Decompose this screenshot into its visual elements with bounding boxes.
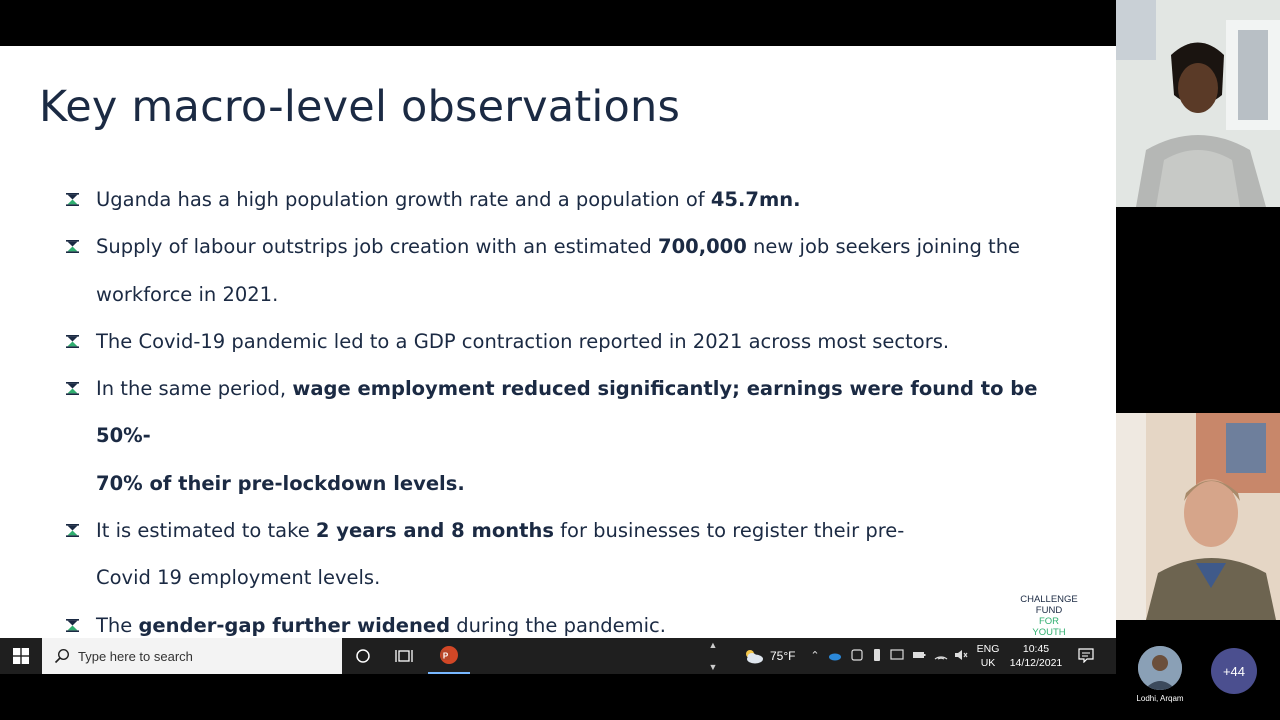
cortana-circle-icon <box>355 648 371 664</box>
monitor-icon[interactable] <box>890 648 904 662</box>
hourglass-bullet-icon <box>66 193 79 206</box>
usb-drive-icon[interactable] <box>870 648 884 662</box>
bullet-text-bold: 2 years and 8 months <box>315 519 554 543</box>
bullet-line <box>96 602 1064 638</box>
participant-video-1[interactable] <box>1116 0 1280 207</box>
bullet-item <box>64 365 1064 507</box>
search-icon <box>54 648 70 664</box>
clock-time: 10:45 <box>1022 643 1050 655</box>
more-participants-badge[interactable]: +44 <box>1211 648 1257 694</box>
bullet-text: In the same period, <box>96 377 293 401</box>
bullet-text-bold: 45.7mn. <box>710 188 801 211</box>
powerpoint-icon <box>439 645 459 665</box>
battery-icon[interactable] <box>912 648 926 662</box>
bullet-text: It is estimated to take <box>96 519 316 543</box>
bullet-text: Covid 19 employment levels. <box>96 566 381 590</box>
windows-taskbar <box>0 638 1116 674</box>
bullet-line <box>96 176 1064 223</box>
search-placeholder: Type here to search <box>78 648 193 664</box>
notifications-icon[interactable] <box>1078 647 1094 663</box>
logo-line: FOR <box>1038 616 1060 627</box>
bullet-line <box>96 554 1064 601</box>
svg-text:P: P <box>442 651 449 661</box>
taskbar-search-box[interactable] <box>42 638 342 674</box>
bullet-text: during the pandemic. <box>450 613 666 637</box>
logo-line: CHALLENGE <box>1020 594 1078 605</box>
bullet-line <box>96 223 1064 270</box>
bullet-item <box>64 507 1064 602</box>
participant-avatar-tile[interactable] <box>1128 646 1192 703</box>
language-code: ENG <box>976 643 1000 655</box>
input-language-indicator[interactable] <box>976 642 1000 670</box>
clock-date: 14/12/2021 <box>1009 657 1063 669</box>
taskbar-clock[interactable] <box>1004 642 1068 670</box>
meeting-bottom-bar <box>0 674 1116 720</box>
participant-video-frame <box>1116 413 1280 620</box>
speaker-muted-icon[interactable] <box>954 648 968 662</box>
language-region: UK <box>980 657 996 669</box>
weather-widget[interactable] <box>742 638 795 674</box>
cloud-sun-icon <box>742 648 764 664</box>
participant-name: Lodhi, Arqam <box>1136 694 1184 703</box>
bullet-line <box>96 460 1064 507</box>
powerpoint-taskbar-button[interactable] <box>428 638 470 674</box>
bullet-text: The <box>96 613 139 637</box>
onedrive-cloud-icon[interactable] <box>828 648 842 662</box>
bullet-line <box>96 271 1064 318</box>
bullet-line <box>96 365 1064 460</box>
bullet-line <box>96 507 1064 554</box>
wifi-icon[interactable] <box>934 648 948 662</box>
start-button[interactable] <box>0 638 42 674</box>
task-view-button[interactable] <box>386 638 422 674</box>
bullet-item <box>64 223 1064 318</box>
bullet-text: workforce in 2021. <box>96 282 279 306</box>
taskbar-scroll-arrows[interactable] <box>706 640 720 672</box>
windows-logo-icon <box>13 648 29 664</box>
logo-line: YOUTH <box>1032 627 1066 638</box>
challenge-fund-for-youth-logo <box>1020 594 1078 638</box>
hourglass-bullet-icon <box>66 335 79 348</box>
chevron-up-icon[interactable]: ▲ <box>708 640 718 650</box>
bullet-item <box>64 176 1064 223</box>
participant-video-2[interactable] <box>1116 413 1280 620</box>
logo-line: FUND <box>1035 605 1063 616</box>
bullet-text-bold: wage employment reduced significantly; earnings were found to be 50%- <box>96 377 1038 448</box>
meeting-video-panel <box>1116 0 1280 720</box>
hourglass-bullet-icon <box>66 382 79 395</box>
bullet-list <box>64 176 1064 638</box>
bullet-text-bold: 70% of their pre-lockdown levels. <box>96 471 465 495</box>
bullet-item <box>64 318 1064 365</box>
task-view-icon <box>395 648 413 664</box>
bullet-text: Supply of labour outstrips job creation with an estimated <box>96 235 658 259</box>
hourglass-bullet-icon <box>66 524 79 537</box>
bullet-text-bold: 700,000 <box>658 235 747 259</box>
show-hidden-icons-chevron-icon[interactable]: ⌃ <box>810 649 820 662</box>
participant-video-frame <box>1116 0 1280 207</box>
bullet-line <box>96 318 1064 365</box>
bullet-text: for businesses to register their pre- <box>553 519 905 543</box>
presentation-slide <box>0 46 1116 638</box>
weather-temperature: 75°F <box>770 649 796 663</box>
bullet-text: The Covid-19 pandemic led to a GDP contraction reported in 2021 across most sectors. <box>96 329 950 353</box>
bullet-text-bold: gender-gap further widened <box>138 613 451 637</box>
bullet-text: new job seekers joining the <box>746 235 1021 259</box>
cortana-button[interactable] <box>346 638 380 674</box>
bullet-text: Uganda has a high population growth rate and a population of <box>96 188 711 211</box>
device-icon[interactable] <box>850 648 864 662</box>
bullet-item <box>64 602 1064 638</box>
avatar-photo <box>1138 646 1182 690</box>
hourglass-bullet-icon <box>66 240 79 253</box>
hourglass-bullet-icon <box>66 619 79 632</box>
avatar <box>1138 646 1182 690</box>
chevron-down-icon[interactable]: ▼ <box>708 662 718 672</box>
slide-title: Key macro-level observations <box>39 82 681 132</box>
